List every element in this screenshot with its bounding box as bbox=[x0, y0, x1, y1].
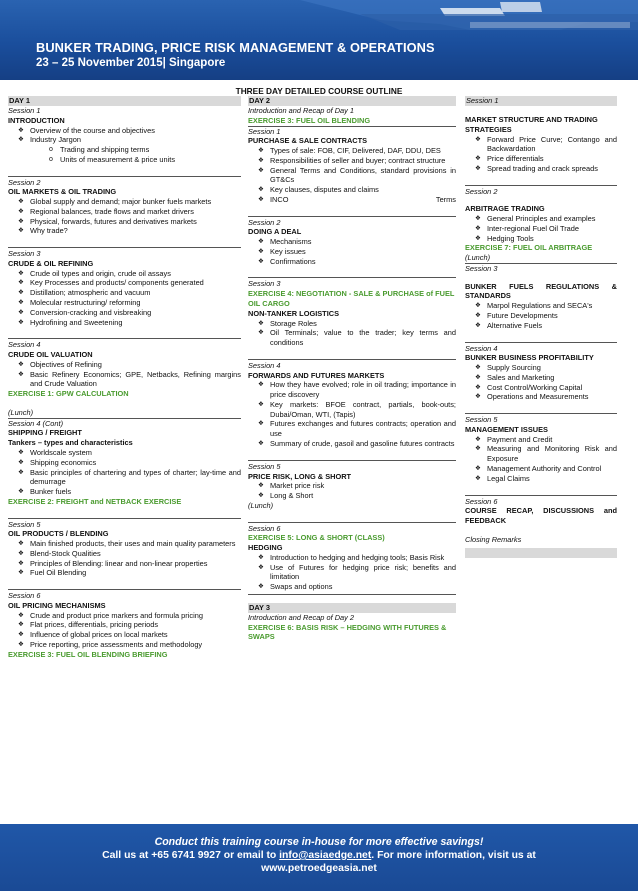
outline-title: THREE DAY DETAILED COURSE OUTLINE bbox=[235, 86, 403, 96]
topic-list bbox=[8, 611, 241, 650]
list-item: ❖ Principles of Blending: linear and non-linear properties bbox=[8, 559, 241, 569]
day1-column bbox=[8, 96, 241, 660]
exercise-label: EXERCISE 1: GPW CALCULATION bbox=[8, 389, 129, 399]
lunch-label: (Lunch) bbox=[8, 407, 34, 417]
session-label: Session 5 bbox=[465, 413, 617, 425]
list-item: ❖ Hedging Tools bbox=[465, 234, 617, 244]
topic-list bbox=[248, 237, 456, 266]
day3-column bbox=[465, 96, 617, 558]
topic-list bbox=[248, 481, 456, 501]
list-item: ❖ Long & Short bbox=[248, 491, 456, 501]
list-item: ❖ Shipping economics bbox=[8, 458, 241, 468]
list-item: ❖ Overview of the course and objectives bbox=[8, 126, 241, 136]
list-item: ❖ Spread trading and crack spreads bbox=[465, 164, 617, 174]
topic-list bbox=[248, 380, 456, 448]
list-item: ❖ Main finished products, their uses and main quality parameters bbox=[8, 539, 241, 549]
session-label: Session 2 bbox=[248, 216, 456, 228]
topic-list bbox=[465, 435, 617, 484]
lunch-label: (Lunch) bbox=[248, 500, 274, 510]
subtopic-list bbox=[8, 145, 241, 165]
list-item: ❖ Crude oil types and origin, crude oil assays bbox=[8, 269, 241, 279]
list-item: ❖ Physical, forwards, futures and derivatives markets bbox=[8, 217, 241, 227]
course-dates: 23 – 25 November 2015| Singapore bbox=[36, 57, 226, 69]
list-item: ❖ Worldscale system bbox=[8, 448, 241, 458]
day-label: DAY 3 bbox=[248, 603, 456, 613]
session-label: Session 1 bbox=[248, 126, 456, 137]
list-item: ❖ General Principles and examples bbox=[465, 214, 617, 224]
exercise-label: EXERCISE 5: LONG & SHORT (CLASS) bbox=[248, 533, 385, 543]
session-title: OIL PRICING MECHANISMS bbox=[8, 600, 106, 610]
topic-list bbox=[8, 126, 241, 146]
session-label: Session 2 bbox=[8, 176, 241, 188]
list-item: ❖ Sales and Marketing bbox=[465, 373, 617, 383]
website-link[interactable]: www.petroedgeasia.net bbox=[261, 863, 377, 874]
list-item: ❖ General Terms and Conditions, standard provisions in GT&Cs bbox=[248, 166, 456, 186]
terms-label: Terms bbox=[435, 194, 456, 204]
list-item: ❖ Global supply and demand; major bunker fuels markets bbox=[8, 197, 241, 207]
session-title: SHIPPING / FREIGHT bbox=[8, 428, 82, 438]
session-label: Session 2 bbox=[465, 185, 617, 197]
session-title: MANAGEMENT ISSUES bbox=[465, 424, 548, 434]
topic-list bbox=[8, 360, 241, 389]
session-label: Session 5 bbox=[8, 518, 241, 530]
day2-column bbox=[248, 96, 456, 642]
list-item: ❖ Distillation; atmospheric and vacuum bbox=[8, 288, 241, 298]
exercise-label: EXERCISE 3: FUEL OIL BLENDING bbox=[248, 115, 371, 125]
list-item: ❖ Influence of global prices on local markets bbox=[8, 630, 241, 640]
list-item: ❖ Forward Price Curve; Contango and Backwardation bbox=[465, 135, 617, 155]
topic-list bbox=[8, 539, 241, 578]
list-item: ❖ Future Developments bbox=[465, 311, 617, 321]
topic-list bbox=[248, 146, 456, 205]
session-label: Session 4 bbox=[465, 342, 617, 354]
session-label: Session 6 bbox=[248, 522, 456, 534]
closing-label: Closing Remarks bbox=[465, 534, 522, 544]
topic-list bbox=[465, 363, 617, 402]
footer-contact-text: Call us at +65 6741 9927 or email to bbox=[102, 850, 280, 861]
list-item: o Units of measurement & price units bbox=[8, 155, 241, 165]
topic-list bbox=[8, 448, 241, 497]
course-title: BUNKER TRADING, PRICE RISK MANAGEMENT & OPERATIONS bbox=[36, 40, 435, 55]
session-label: Session 3 bbox=[248, 277, 456, 289]
session-label: Session 4 bbox=[248, 359, 456, 371]
list-item: ❖ Confirmations bbox=[248, 257, 456, 267]
list-item: ❖ Price differentials bbox=[465, 154, 617, 164]
list-item: ❖ Oil Terminals; value to the trader; key terms and conditions bbox=[248, 328, 456, 348]
session-title: COURSE RECAP, DISCUSSIONS and FEEDBACK bbox=[465, 506, 617, 526]
list-item: ❖ Basic Refinery Economics; GPE, Netbacks, Refining margins and Crude Valuation bbox=[8, 370, 241, 390]
topic-list bbox=[8, 269, 241, 328]
list-item: ❖ Payment and Credit bbox=[465, 435, 617, 445]
session-title: OIL PRODUCTS / BLENDING bbox=[8, 529, 109, 539]
list-item: ❖ Objectives of Refining bbox=[8, 360, 241, 370]
day-label: DAY 2 bbox=[248, 96, 456, 106]
list-item: ❖ Futures exchanges and futures contracts; operation and use bbox=[248, 419, 456, 439]
list-item: ❖ Supply Sourcing bbox=[465, 363, 617, 373]
list-item: ❖ Flat prices, differentials, pricing periods bbox=[8, 620, 241, 630]
footer-banner bbox=[0, 824, 638, 891]
session-title: ARBITRAGE TRADING bbox=[465, 204, 545, 214]
list-item: ❖ Basic principles of chartering and types of charter; lay-time and demurrage bbox=[8, 468, 241, 488]
list-item: ❖ Blend-Stock Qualities bbox=[8, 549, 241, 559]
session-title: CRUDE & OIL REFINING bbox=[8, 258, 94, 268]
topic-list bbox=[248, 319, 456, 348]
list-item: o Trading and shipping terms bbox=[8, 145, 241, 155]
list-item: ❖ Bunker fuels bbox=[8, 487, 241, 497]
list-item: ❖ Key markets: BFOE contract, partials, book-outs; Dubai/Oman, WTI, (Tapis) bbox=[248, 400, 456, 420]
intro-label: Introduction and Recap of Day 2 bbox=[248, 612, 354, 622]
list-item: ❖ Swaps and options bbox=[248, 582, 456, 592]
session-label: Session 3 bbox=[465, 263, 617, 274]
list-item: ❖ Hydrofining and Sweetening bbox=[8, 318, 241, 328]
exercise-label: EXERCISE 6: BASIS RISK – HEDGING WITH FUTURES & SWAPS bbox=[248, 622, 447, 642]
list-item: ❖ Use of Futures for hedging price risk; benefits and limitation bbox=[248, 563, 456, 583]
session-label: Session 5 bbox=[248, 460, 456, 472]
session-title: HEDGING bbox=[248, 543, 283, 553]
list-item: ❖ Marpol Regulations and SECA's bbox=[465, 301, 617, 311]
session-subtitle: Tankers – types and characteristics bbox=[8, 438, 133, 448]
topic-list bbox=[465, 301, 617, 330]
list-item: ❖ Legal Claims bbox=[465, 474, 617, 484]
list-item bbox=[248, 195, 456, 205]
session-title: INTRODUCTION bbox=[8, 115, 65, 125]
closing-shade-bar bbox=[465, 548, 617, 558]
list-item: ❖ Price reporting, price assessments and methodology bbox=[8, 640, 241, 650]
list-item: ❖ Storage Roles bbox=[248, 319, 456, 329]
footer-tagline: Conduct this training course in-house for more effective savings! bbox=[154, 836, 484, 848]
header-banner bbox=[0, 0, 638, 80]
session-title: PURCHASE & SALE CONTRACTS bbox=[248, 136, 368, 146]
list-item: ❖ Regional balances, trade flows and market drivers bbox=[8, 207, 241, 217]
session-title: NON-TANKER LOGISTICS bbox=[248, 308, 340, 318]
session-label: Session 1 bbox=[8, 106, 41, 115]
list-item: ❖ Introduction to hedging and hedging tools; Basis Risk bbox=[248, 553, 456, 563]
session-title: BUNKER FUELS REGULATIONS & STANDARDS bbox=[465, 281, 617, 301]
list-item: ❖ Key Processes and products/ components generated bbox=[8, 278, 241, 288]
list-item: ❖ Key issues bbox=[248, 247, 456, 257]
exercise-label: EXERCISE 4: NEGOTIATION - SALE & PURCHASE of FUEL OIL CARGO bbox=[248, 289, 455, 309]
topic-list bbox=[248, 553, 456, 592]
list-item: ❖ Crude and product price markers and formula pricing bbox=[8, 611, 241, 621]
session-title: PRICE RISK, LONG & SHORT bbox=[248, 471, 352, 481]
list-item: ❖ Alternative Fuels bbox=[465, 321, 617, 331]
list-item: ❖ Operations and Measurements bbox=[465, 392, 617, 402]
list-item: ❖ Mechanisms bbox=[248, 237, 456, 247]
session-label: Session 4 bbox=[8, 338, 241, 350]
session-title: FORWARDS AND FUTURES MARKETS bbox=[248, 370, 385, 380]
footer-contact-text-2: . For more information, visit us at bbox=[371, 850, 536, 861]
list-item: ❖ Market price risk bbox=[248, 481, 456, 491]
day-label: DAY 1 bbox=[8, 96, 241, 106]
email-link[interactable]: info@asiaedge.net bbox=[279, 850, 372, 861]
session-label: Session 3 bbox=[8, 247, 241, 259]
session-label: Session 6 bbox=[465, 495, 617, 507]
list-item: ❖ Responsibilities of seller and buyer; contract structure bbox=[248, 156, 456, 166]
session-title: CRUDE OIL VALUATION bbox=[8, 350, 93, 360]
lunch-label: (Lunch) bbox=[465, 253, 491, 263]
inco-label: ❖ INCO bbox=[270, 194, 289, 204]
exercise-label: EXERCISE 3: FUEL OIL BLENDING BRIEFING bbox=[8, 649, 168, 659]
list-item: ❖ Fuel Oil Blending bbox=[8, 568, 241, 578]
list-item: ❖ Molecular restructuring/ reforming bbox=[8, 298, 241, 308]
session-title: BUNKER BUSINESS PROFITABILITY bbox=[465, 353, 594, 363]
session-title: DOING A DEAL bbox=[248, 227, 302, 237]
list-item: ❖ Types of sale: FOB, CIF, Delivered, DAF, DDU, DES bbox=[248, 146, 456, 156]
list-item: ❖ Industry Jargon bbox=[8, 135, 241, 145]
footer-contact bbox=[0, 850, 638, 861]
list-item: ❖ Conversion-cracking and visbreaking bbox=[8, 308, 241, 318]
topic-list bbox=[465, 214, 617, 243]
session-title: OIL MARKETS & OIL TRADING bbox=[8, 187, 117, 197]
list-item: ❖ Management Authority and Control bbox=[465, 464, 617, 474]
topic-list bbox=[465, 135, 617, 174]
exercise-label: EXERCISE 2: FREIGHT and NETBACK EXERCISE bbox=[8, 496, 182, 506]
session-label: Session 6 bbox=[8, 589, 241, 601]
intro-label: Introduction and Recap of Day 1 bbox=[248, 106, 354, 115]
session-label: Session 1 bbox=[465, 96, 617, 106]
list-item: ❖ Summary of crude, gasoil and gasoline futures contracts bbox=[248, 439, 456, 449]
list-item: ❖ Inter-regional Fuel Oil Trade bbox=[465, 224, 617, 234]
list-item: ❖ Measuring and Monitoring Risk and Exposure bbox=[465, 444, 617, 464]
exercise-label: EXERCISE 7: FUEL OIL ARBITRAGE bbox=[465, 243, 593, 253]
session-title: MARKET STRUCTURE AND TRADING STRATEGIES bbox=[465, 115, 598, 134]
session-label: Session 4 (Cont) bbox=[8, 418, 241, 429]
list-item: ❖ Why trade? bbox=[8, 226, 241, 236]
list-item: ❖ Cost Control/Working Capital bbox=[465, 383, 617, 393]
list-item: ❖ How they have evolved; role in oil trading; importance in price discovery bbox=[248, 380, 456, 400]
list-item: ❖ Key clauses, disputes and claims bbox=[248, 185, 456, 195]
topic-list bbox=[8, 197, 241, 236]
